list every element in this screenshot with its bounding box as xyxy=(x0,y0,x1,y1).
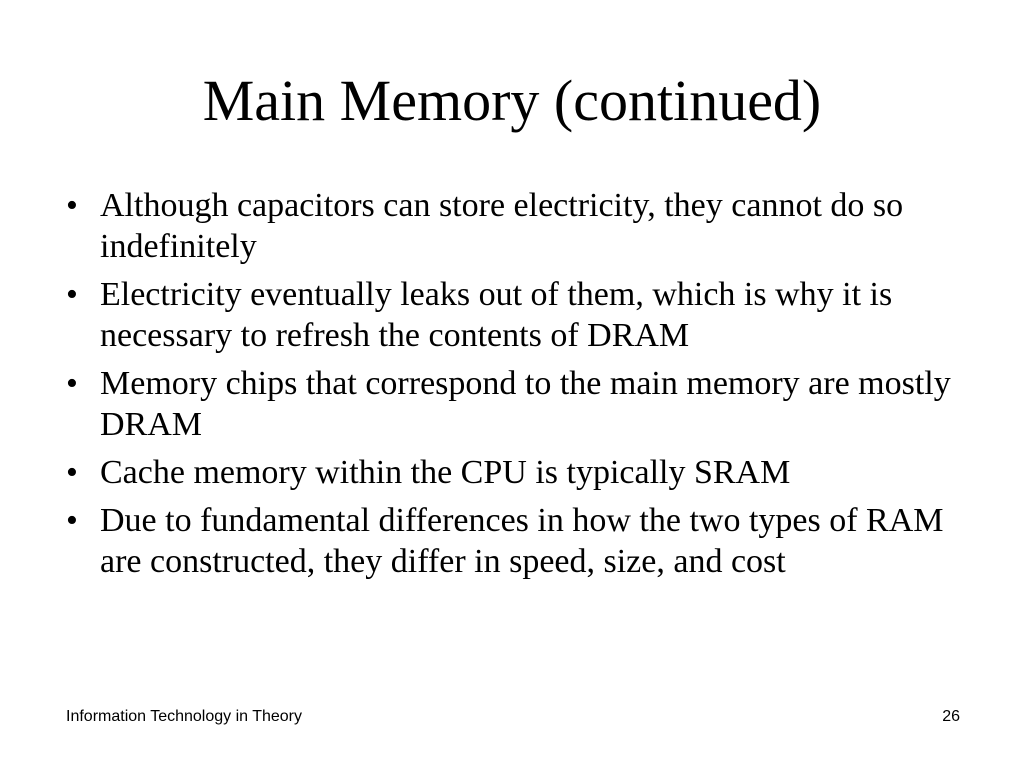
bullet-item xyxy=(60,274,965,356)
bullet-dot-icon: • xyxy=(66,276,78,313)
bullet-dot-icon: • xyxy=(66,365,78,402)
bullet-item xyxy=(60,500,965,582)
bullet-text: Cache memory within the CPU is typically SRAM xyxy=(100,454,791,491)
footer-page-number: 26 xyxy=(942,708,960,725)
bullet-item xyxy=(60,185,965,267)
bullet-dot-icon: • xyxy=(66,502,78,539)
bullet-item xyxy=(60,452,965,493)
bullet-list xyxy=(60,185,965,589)
bullet-text: Due to fundamental differences in how the two types of RAM are constructed, they differ in speed, size, and cost xyxy=(100,502,944,580)
bullet-item xyxy=(60,363,965,445)
bullet-dot-icon: • xyxy=(66,187,78,224)
footer-course-name: Information Technology in Theory xyxy=(66,708,302,725)
bullet-dot-icon: • xyxy=(66,454,78,491)
bullet-text: Electricity eventually leaks out of them, which is why it is necessary to refresh the contents of DRAM xyxy=(100,276,893,354)
slide-title: Main Memory (continued) xyxy=(202,68,822,133)
bullet-text: Although capacitors can store electricity, they cannot do so indefinitely xyxy=(100,187,904,265)
bullet-text: Memory chips that correspond to the main memory are mostly DRAM xyxy=(100,365,951,443)
